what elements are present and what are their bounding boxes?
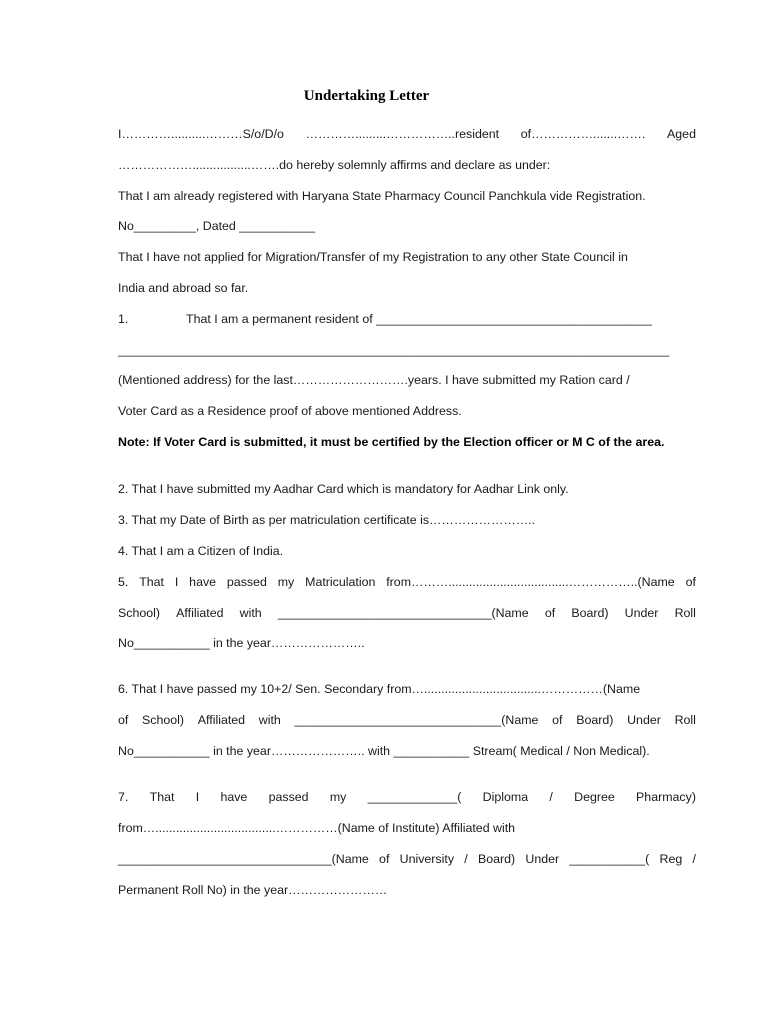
item-7-word: I	[195, 790, 200, 804]
item-5-word: I	[174, 575, 179, 589]
item-5-word: my	[277, 575, 295, 589]
item-7-word: Degree	[574, 790, 615, 804]
item-7-line-2: from…...................................……………(Name of Institute) Affiliated with	[118, 821, 516, 835]
migration-line-1: That I have not applied for Migration/Transfer of my Registration to any other State Council in	[118, 250, 628, 264]
item-5-word: Affiliated	[176, 606, 224, 620]
item-7-word: _____________(	[367, 790, 462, 804]
item-7-word: of	[379, 852, 390, 866]
item-5-word: Board)	[571, 606, 609, 620]
intro-name-blank: I…………..........………S/o/D/o	[118, 127, 284, 141]
item-6-line-3: No___________ in the year………………….. with ___________ Stream( Medical / Non Medical).	[118, 744, 650, 758]
item-7-word: have	[220, 790, 248, 804]
item-7-line-4: Permanent Roll No) in the year……………………	[118, 883, 388, 897]
item-5-word: from………...................................……………..(Name	[386, 575, 675, 589]
item-5-line-3: No___________ in the year…………………..	[118, 636, 365, 650]
item-1-text: That I am a permanent resident of ________________________________________	[186, 312, 652, 326]
item-7-word: Pharmacy)	[636, 790, 696, 804]
item-6-word: Affiliated	[197, 713, 246, 727]
item-7-word: my	[329, 790, 347, 804]
migration-line-2: India and abroad so far.	[118, 281, 249, 295]
registration-line-2: No_________, Dated ___________	[118, 219, 316, 233]
intro-line-1	[118, 126, 696, 142]
item-6-word: School)	[142, 713, 185, 727]
item-5-word: with	[239, 606, 262, 620]
registration-line-1: That I am already registered with Haryana State Pharmacy Council Panchkula vide Registration.	[118, 189, 646, 203]
item-7-line-3	[118, 851, 696, 867]
item-5-word: Matriculation	[305, 575, 376, 589]
item-6-word: ______________________________(Name	[294, 713, 539, 727]
intro-aged-label: Aged	[667, 127, 696, 141]
item-7-word: /	[549, 790, 553, 804]
item-7-word: That	[149, 790, 175, 804]
intro-line-2: ……………….................…….do hereby solemnly affirms and declare as under:	[118, 158, 551, 172]
item-5-word: have	[189, 575, 217, 589]
item-7-word: Reg	[659, 852, 683, 866]
item-7-word: _______________________________(Name	[118, 852, 369, 866]
item-1-line-1	[118, 311, 696, 327]
item-5-word: 5.	[118, 575, 129, 589]
item-5-line-1	[118, 574, 696, 590]
note-text: Note: If Voter Card is submitted, it must be certified by the Election officer or M C of the area.	[118, 435, 665, 449]
item-6-word: of	[552, 713, 563, 727]
item-7-word: ___________(	[569, 852, 650, 866]
item-6-word: Under	[627, 713, 661, 727]
document-title: Undertaking Letter	[303, 88, 430, 104]
item-7-word: 7.	[118, 790, 129, 804]
item-7-word: Board)	[477, 852, 516, 866]
item-5-word: of	[544, 606, 556, 620]
intro-parent-blank: ………….........……………..resident	[305, 127, 500, 141]
item-1-line-3: (Mentioned address) for the last……………………….years. I have submitted my Ration card /	[118, 373, 630, 387]
item-7-word: University	[399, 852, 455, 866]
item-1-blank-line: ________________________________________________________________________________	[118, 343, 670, 357]
item-5-word: Under	[624, 606, 659, 620]
item-1-number: 1.	[118, 312, 129, 326]
item-6-word: with	[258, 713, 281, 727]
item-7-word: /	[692, 852, 696, 866]
item-5-word: School)	[118, 606, 161, 620]
item-3: 3. That my Date of Birth as per matriculation certificate is……………………..	[118, 513, 536, 527]
item-7-word: Diploma	[482, 790, 529, 804]
item-5-word: of	[685, 575, 696, 589]
item-7-word: passed	[268, 790, 309, 804]
item-2: 2. That I have submitted my Aadhar Card which is mandatory for Aadhar Link only.	[118, 482, 569, 496]
item-1-line-4: Voter Card as a Residence proof of above mentioned Address.	[118, 404, 462, 418]
item-5-word: Roll	[674, 606, 696, 620]
item-6-line-2	[118, 712, 696, 728]
item-5-word: passed	[226, 575, 267, 589]
item-6-word: Roll	[674, 713, 696, 727]
item-6-line-1: 6. That I have passed my 10+2/ Sen. Secondary from…..................................……………(Name	[118, 682, 641, 696]
item-6-word: Board)	[576, 713, 614, 727]
item-7-word: Under	[525, 852, 560, 866]
item-4: 4. That I am a Citizen of India.	[118, 544, 284, 558]
item-5-word: _______________________________(Name	[277, 606, 529, 620]
item-7-word: /	[464, 852, 468, 866]
intro-resident-blank: of…………….......…….	[520, 127, 646, 141]
item-5-word: That	[139, 575, 164, 589]
item-6-word: of	[118, 713, 129, 727]
item-7-line-1	[118, 789, 696, 805]
item-5-line-2	[118, 605, 696, 621]
